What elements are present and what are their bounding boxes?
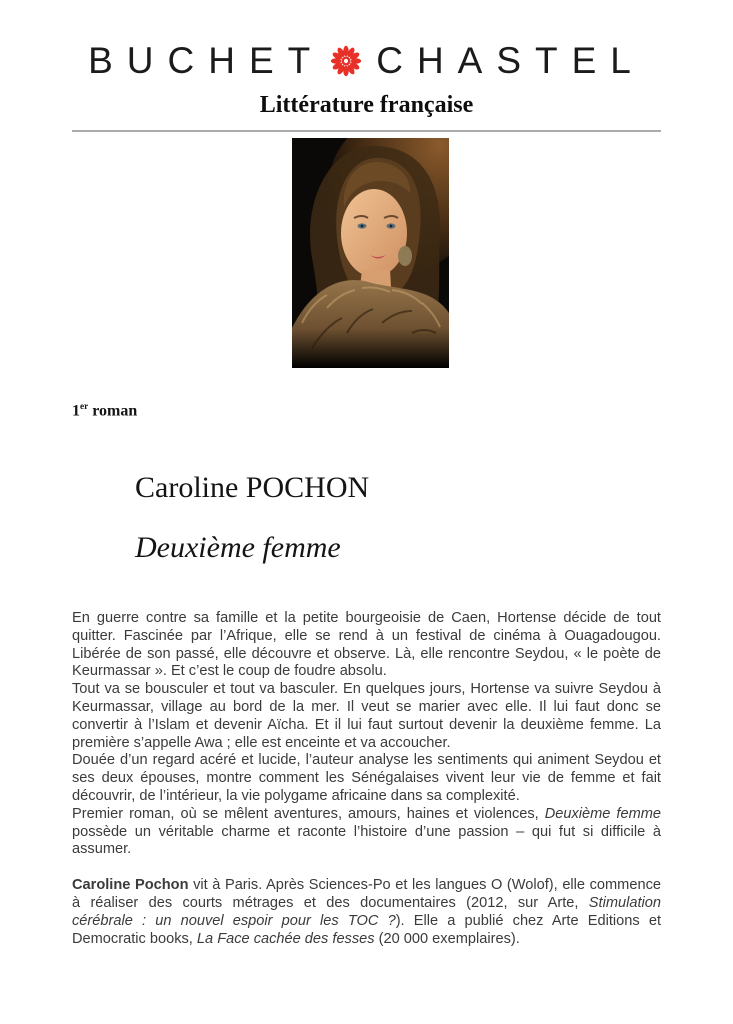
rosette-icon [330,45,362,77]
author-bio-paragraph: Caroline Pochon vit à Paris. Après Sciences-Po et les langues O (Wolof), elle commence à réaliser des courts métrages et des documentaires (2012, sur Arte, Stimulation cérébrale : un nouvel espoir pour les TOC ?). Elle a publié chez Arte Editions et Democratic books, La Face cachée des fesses (20 000 exemplaires). [72,877,661,947]
publisher-logo [0,42,733,79]
header-divider [72,130,661,132]
logo-text-buchet: BUCHET [88,40,325,81]
collection-title: Littérature française [259,92,474,118]
synopsis-paragraph: Tout va se bousculer et tout va basculer. En quelques jours, Hortense va suivre Seydou à Keurmassar, village au bord de la mer. Il veut se marier avec elle. Il lui faut donc se convertir à l’Islam et devenir Aïcha. Et il lui faut surtout devenir la deuxième femme. La première s’appelle Awa ; elle est enceinte et va accoucher. [72,681,661,751]
synopsis [72,610,661,948]
logo-text-chastel: CHASTEL [376,40,645,81]
synopsis-paragraph: En guerre contre sa famille et la petite bourgeoisie de Caen, Hortense décide de tout quitter. Fascinée par l’Afrique, elle se rend à un festival de cinéma à Ouagadougou. Libérée de son passé, elle découvre et observe. Là, elle rencontre Seydou, « le poète de Keurmassar ». Et c’est le coup de foudre absolu. [72,610,661,680]
edition-note: 1er roman [72,402,138,420]
synopsis-paragraph: Premier roman, où se mêlent aventures, amours, haines et violences, Deuxième femme possède un véritable charme et raconte l’histoire d’une passion – qui fut si difficile à assumer. [72,805,662,858]
book-title-heading: Deuxième femme [135,531,341,564]
synopsis-paragraph: Douée d’un regard acéré et lucide, l’auteur analyse les sentiments qui animent Seydou et ses deux épouses, montre comment les Sénégalaises vivent leur vie de femme et fait découvrir, de l’intérieur, la vie polygame africaine dans sa complexité. [72,752,661,804]
author-photo [292,138,449,368]
author-name-heading: Caroline POCHON [135,471,370,504]
